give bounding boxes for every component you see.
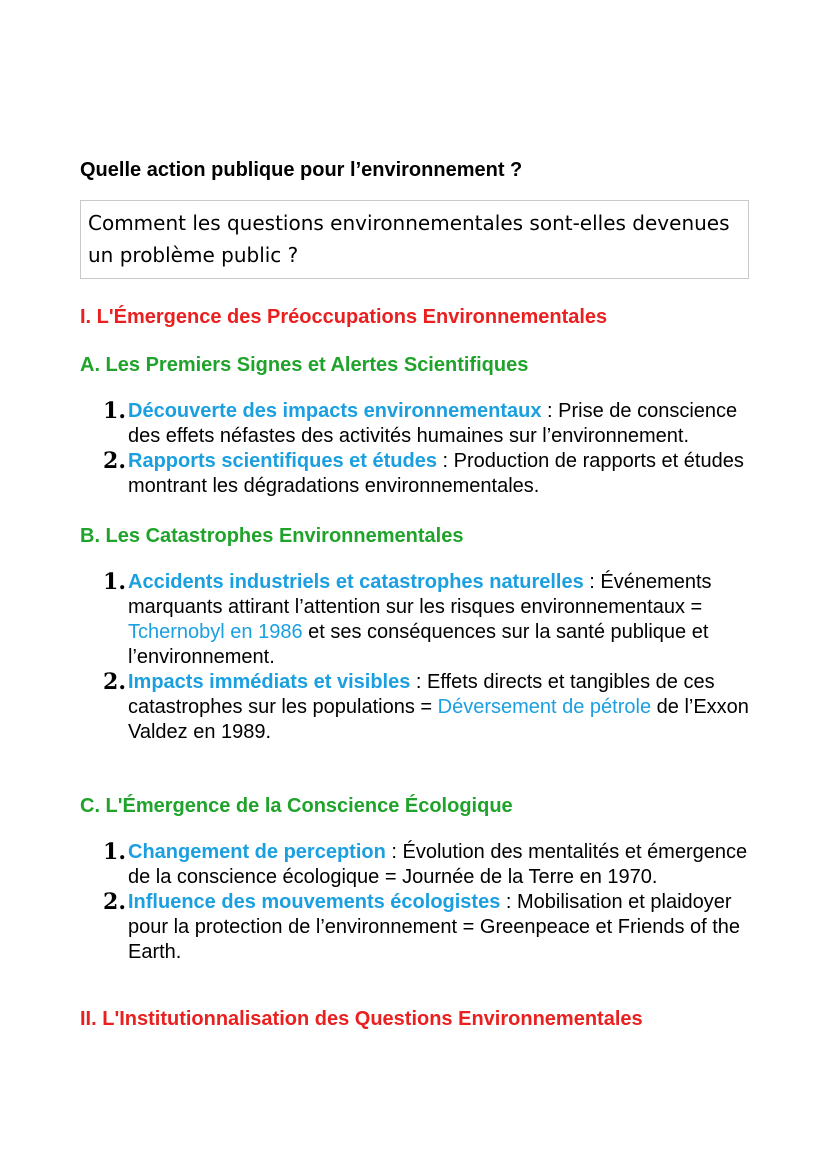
item-description: : Production de rapports et études montrant les dégradations environnementales.: [128, 450, 744, 497]
item-description-continued: et ses conséquences sur la santé publique et l’environnement.: [128, 621, 709, 668]
item-text: [128, 670, 760, 745]
item-keyword: Découverte des impacts environnementaux: [128, 400, 542, 422]
item-description: : Effets directs et tangibles de ces catastrophes sur les populations =: [128, 671, 715, 718]
item-description: : Prise de conscience des effets néfastes des activités humaines sur l’environnement.: [128, 400, 738, 447]
section-2-title: II. L'Institutionnalisation des Questions Environnementales: [80, 1008, 643, 1030]
list-item: [80, 670, 760, 745]
item-text: [128, 890, 760, 965]
item-text: [128, 449, 760, 499]
item-keyword: Influence des mouvements écologistes: [128, 891, 501, 913]
item-description: : Mobilisation et plaidoyer pour la protection de l’environnement = Greenpeace et Friends of the Earth.: [128, 891, 741, 963]
list-item: [80, 840, 760, 890]
list-item: [80, 570, 760, 670]
item-text: [128, 399, 760, 449]
item-number: 2.: [103, 889, 126, 915]
subsection-b-title: B. Les Catastrophes Environnementales: [80, 525, 464, 547]
question-box: Comment les questions environnementales sont-elles devenues un problème public ?: [80, 200, 749, 279]
item-keyword: Rapports scientifiques et études: [128, 450, 437, 472]
subsection-c-list: [80, 840, 760, 965]
document-page: [80, 156, 760, 1033]
subsection-b-list: [80, 570, 760, 745]
item-number: 2.: [103, 669, 126, 695]
item-text: [128, 570, 760, 670]
item-description-continued: de l’Exxon Valdez en 1989.: [128, 696, 749, 743]
item-keyword: Changement de perception: [128, 841, 386, 863]
item-number: 1.: [103, 569, 126, 595]
subsection-a-title: A. Les Premiers Signes et Alertes Scientifiques: [80, 354, 529, 376]
list-item: [80, 890, 760, 965]
item-number: 1.: [103, 398, 126, 424]
list-item: [80, 449, 760, 499]
subsection-a-list: [80, 399, 760, 499]
section-1-title: I. L'Émergence des Préoccupations Environnementales: [80, 306, 608, 328]
item-description: : Évolution des mentalités et émergence de la conscience écologique = Journée de la Terre en 1970.: [128, 841, 748, 888]
item-keyword: Impacts immédiats et visibles: [128, 671, 411, 693]
list-item: [80, 399, 760, 449]
item-link[interactable]: Déversement de pétrole: [437, 696, 652, 718]
page-title: Quelle action publique pour l’environnement ?: [80, 159, 523, 181]
item-number: 2.: [103, 448, 126, 474]
subsection-c-title: C. L'Émergence de la Conscience Écologique: [80, 795, 513, 817]
item-link[interactable]: Tchernobyl en 1986: [128, 621, 303, 643]
item-description: : Événements marquants attirant l’attention sur les risques environnementaux =: [128, 571, 712, 618]
item-text: [128, 840, 760, 890]
item-number: 1.: [103, 839, 126, 865]
item-keyword: Accidents industriels et catastrophes naturelles: [128, 571, 584, 593]
